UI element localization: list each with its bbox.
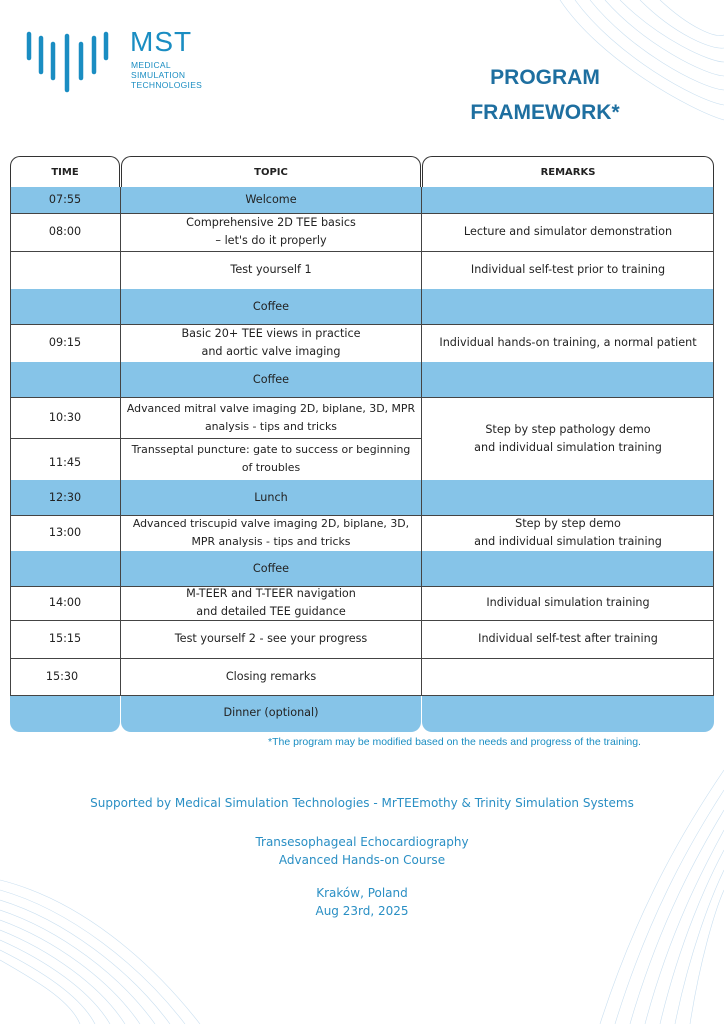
header-topic: TOPIC	[121, 156, 421, 187]
time-cell: 15:30	[45, 669, 79, 683]
course-title-line2: Advanced Hands-on Course	[278, 853, 446, 867]
topic-cell: Basic 20+ TEE views in practice and aortic valve imaging	[181, 327, 361, 358]
page-title-line1: PROGRAM	[490, 66, 600, 89]
topic-cell: Test yourself 1	[230, 263, 312, 276]
time-cell: 08:00	[48, 225, 82, 238]
topic-cell: Advanced mitral valve imaging 2D, biplane, 3D, MPR analysis - tips and tricks	[126, 401, 416, 433]
time-cell: 09:15	[48, 336, 82, 349]
remarks-cell: Lecture and simulator demonstration	[463, 225, 673, 238]
logo-subtitle-line: MEDICAL	[131, 60, 171, 70]
logo-subtitle-line: TECHNOLOGIES	[131, 80, 203, 90]
time-cell: 13:00	[48, 526, 82, 539]
remarks-cell: Individual hands-on training, a normal patient	[439, 336, 697, 349]
event-location: Kraków, Poland	[316, 886, 408, 900]
topic-cell: Coffee	[252, 372, 290, 386]
time-cell: 10:30	[48, 410, 82, 424]
band-dinner-time	[10, 695, 120, 732]
logo-bars-icon	[26, 28, 116, 94]
remarks-cell: Step by step pathology demo and individual simulation training	[474, 422, 662, 454]
time-cell: 12:30	[48, 490, 82, 504]
topic-cell: Comprehensive 2D TEE basics – let's do it properly	[186, 216, 356, 247]
topic-cell: Closing remarks	[225, 669, 317, 683]
remarks-cell: Individual self-test after training	[478, 632, 658, 645]
topic-cell: M-TEER and T-TEER navigation and detailed TEE guidance	[186, 587, 356, 618]
topic-cell: Test yourself 2 - see your progress	[174, 632, 368, 645]
time-cell: 15:15	[48, 632, 82, 645]
course-title-line1: Transesophageal Echocardiography	[255, 835, 469, 849]
supported-by: Supported by Medical Simulation Technologies - MrTEEmothy & Trinity Simulation Systems	[90, 796, 634, 810]
mst-logo	[26, 28, 226, 98]
topic-cell: Advanced triscupid valve imaging 2D, biplane, 3D, MPR analysis - tips and tricks	[132, 517, 410, 548]
time-cell: 11:45	[48, 456, 82, 469]
time-cell: 07:55	[48, 193, 82, 206]
logo-wordmark: MST	[130, 26, 193, 57]
time-cell: 14:00	[48, 596, 82, 609]
topic-cell: Welcome	[245, 193, 297, 206]
band-dinner-remarks	[422, 695, 714, 732]
remarks-cell: Individual self-test prior to training	[470, 263, 666, 276]
topic-cell: Coffee	[252, 299, 290, 313]
header-remarks: REMARKS	[422, 156, 714, 187]
logo-subtitle-line: SIMULATION	[131, 70, 186, 80]
logo-subtitle	[131, 60, 202, 90]
page-title-line2: FRAMEWORK*	[470, 101, 620, 124]
event-date: Aug 23rd, 2025	[315, 904, 409, 918]
remarks-cell: Step by step demo and individual simulation training	[474, 517, 662, 548]
topic-cell: Lunch	[254, 490, 288, 504]
footnote: *The program may be modified based on the needs and progress of the training.	[268, 736, 641, 748]
topic-cell: Dinner (optional)	[223, 705, 319, 719]
header-time: TIME	[10, 156, 120, 187]
topic-cell: Transseptal puncture: gate to success or beginning of troubles	[131, 443, 411, 474]
remarks-cell: Individual simulation training	[486, 596, 650, 609]
topic-cell: Coffee	[252, 561, 290, 575]
